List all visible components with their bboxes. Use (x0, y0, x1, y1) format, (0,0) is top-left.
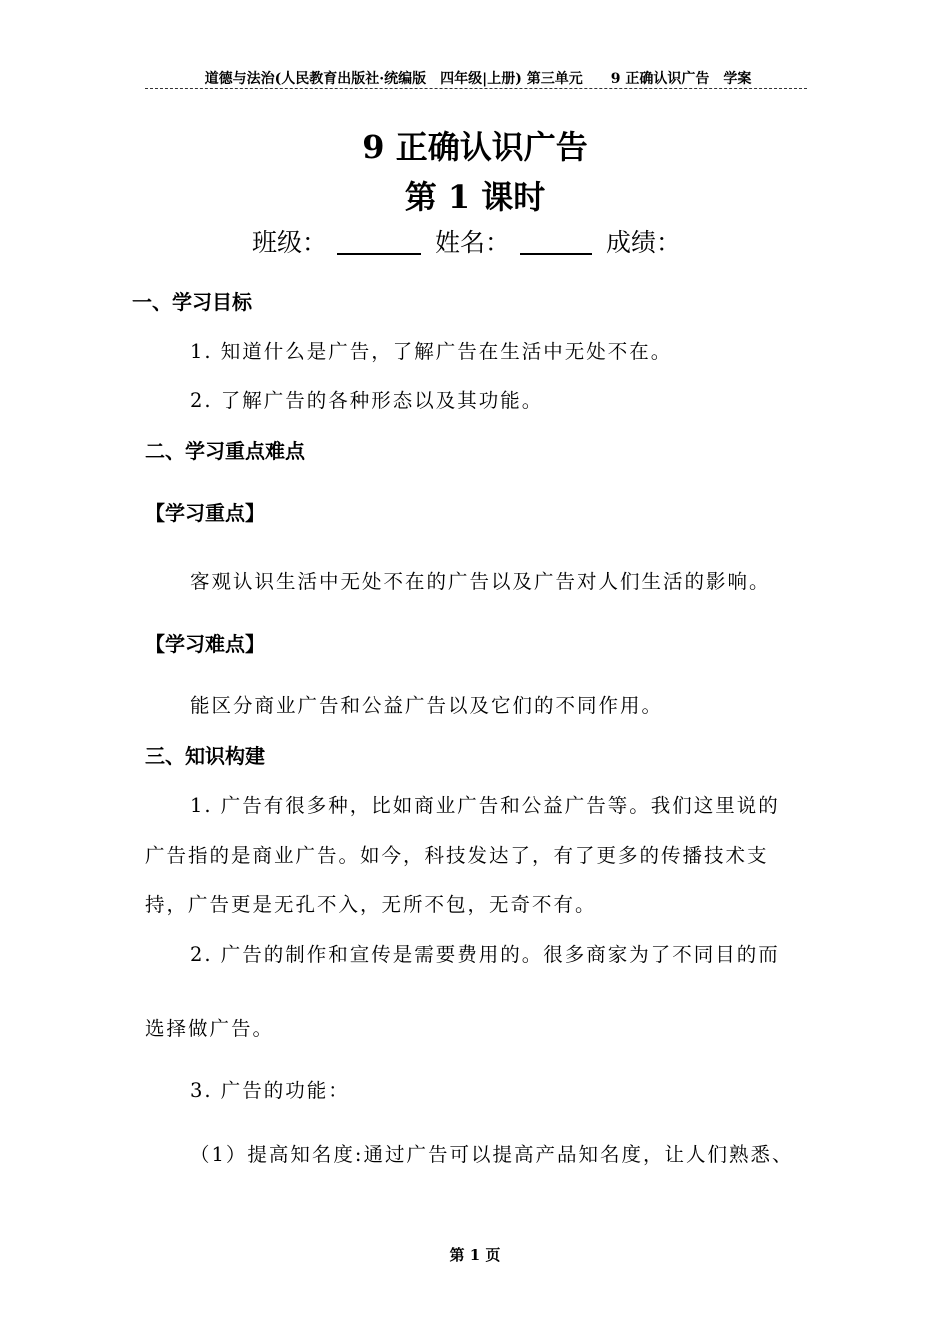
running-header: 道德与法治(人民教育出版社·统编版 四年级|上册) 第三单元 9 正确认识广告 学案 (204, 71, 752, 87)
knowledge-paragraph-line: 广告指的是商业广告。如今，科技发达了，有了更多的传播技术支 (145, 844, 769, 867)
knowledge-paragraph-line: 3. 广告的功能： (190, 1079, 350, 1102)
difficulty-label: 【学习难点】 (145, 632, 265, 656)
focus-label: 【学习重点】 (145, 501, 265, 525)
knowledge-paragraph-line: 1. 广告有很多种，比如商业广告和公益广告等。我们这里说的 (190, 794, 780, 817)
header-divider (145, 88, 807, 89)
score-label: 成绩： (606, 228, 682, 257)
lesson-subtitle: 第 1 课时 (404, 178, 546, 216)
class-blank[interactable] (337, 227, 421, 255)
objective-item: 1. 知道什么是广告，了解广告在生活中无处不在。 (190, 340, 673, 363)
student-info-row (252, 223, 681, 259)
knowledge-paragraph-line: （1）提高知名度:通过广告可以提高产品知名度，让人们熟悉、 (190, 1143, 794, 1166)
key-points-heading: 二、学习重点难点 (145, 439, 305, 463)
name-blank[interactable] (520, 227, 592, 255)
knowledge-paragraph-line: 选择做广告。 (145, 1017, 275, 1040)
page-number: 第 1 页 (449, 1246, 501, 1264)
objectives-heading: 一、学习目标 (132, 290, 252, 314)
knowledge-heading: 三、知识构建 (145, 744, 265, 768)
knowledge-paragraph-line: 持，广告更是无孔不入，无所不包，无奇不有。 (145, 893, 597, 916)
knowledge-paragraph-line: 2. 广告的制作和宣传是需要费用的。很多商家为了不同目的而 (190, 943, 780, 966)
lesson-title: 9 正确认识广告 (362, 128, 588, 166)
focus-text: 客观认识生活中无处不在的广告以及广告对人们生活的影响。 (190, 570, 771, 593)
class-label: 班级： (252, 228, 328, 257)
difficulty-text: 能区分商业广告和公益广告以及它们的不同作用。 (190, 694, 664, 717)
objective-item: 2. 了解广告的各种形态以及其功能。 (190, 389, 544, 412)
name-label: 姓名： (435, 228, 511, 257)
